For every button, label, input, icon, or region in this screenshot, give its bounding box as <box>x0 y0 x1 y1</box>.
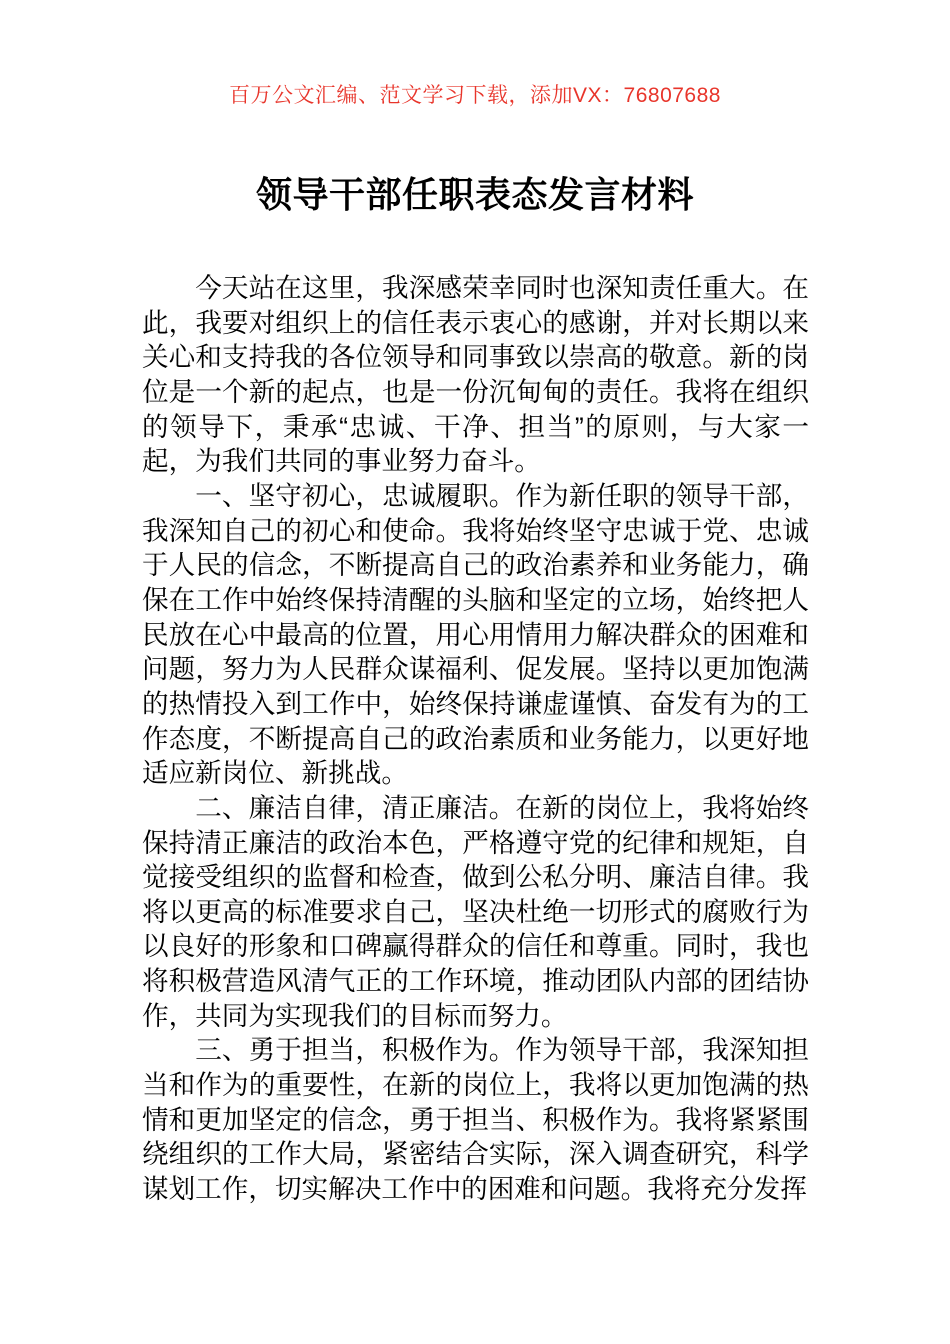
paragraph: 三、勇于担当，积极作为。作为领导干部，我深知担当和作为的重要性，在新的岗位上，我将以更加饱满的热情和更加坚定的信念，勇于担当、积极作为。我将紧紧围绕组织的工作大局，紧密结合实际，深入调查研究，科学谋划工作，切实解决工作中的困难和问题。我将充分发挥 <box>142 1035 809 1205</box>
paragraph: 一、坚守初心，忠诚履职。作为新任职的领导干部，我深知自己的初心和使命。我将始终坚守忠诚于党、忠诚于人民的信念，不断提高自己的政治素养和业务能力，确保在工作中始终保持清醒的头脑和坚定的立场，始终把人民放在心中最高的位置，用心用情用力解决群众的困难和问题，努力为人民群众谋福利、促发展。坚持以更加饱满的热情投入到工作中，始终保持谦虚谨慎、奋发有为的工作态度，不断提高自己的政治素质和业务能力，以更好地适应新岗位、新挑战。 <box>142 480 809 789</box>
promo-banner-text: 百万公文汇编、范文学习下载，添加VX：76807688 <box>229 84 721 107</box>
document-title: 领导干部任职表态发言材料 <box>255 174 694 215</box>
paragraph: 今天站在这里，我深感荣幸同时也深知责任重大。在此，我要对组织上的信任表示衷心的感谢，并对长期以来关心和支持我的各位领导和同事致以崇高的敬意。新的岗位是一个新的起点，也是一份沉甸甸的责任。我将在组织的领导下，秉承“忠诚、干净、担当”的原则，与大家一起，为我们共同的事业努力奋斗。 <box>142 273 809 477</box>
document-body <box>142 271 809 1207</box>
paragraph: 二、廉洁自律，清正廉洁。在新的岗位上，我将始终保持清正廉洁的政治本色，严格遵守党的纪律和规矩，自觉接受组织的监督和检查，做到公私分明、廉洁自律。我将以更高的标准要求自己，坚决杜绝一切形式的腐败行为以良好的形象和口碑赢得群众的信任和尊重。同时，我也将积极营造风清气正的工作环境，推动团队内部的团结协作，共同为实现我们的目标而努力。 <box>142 792 809 1031</box>
